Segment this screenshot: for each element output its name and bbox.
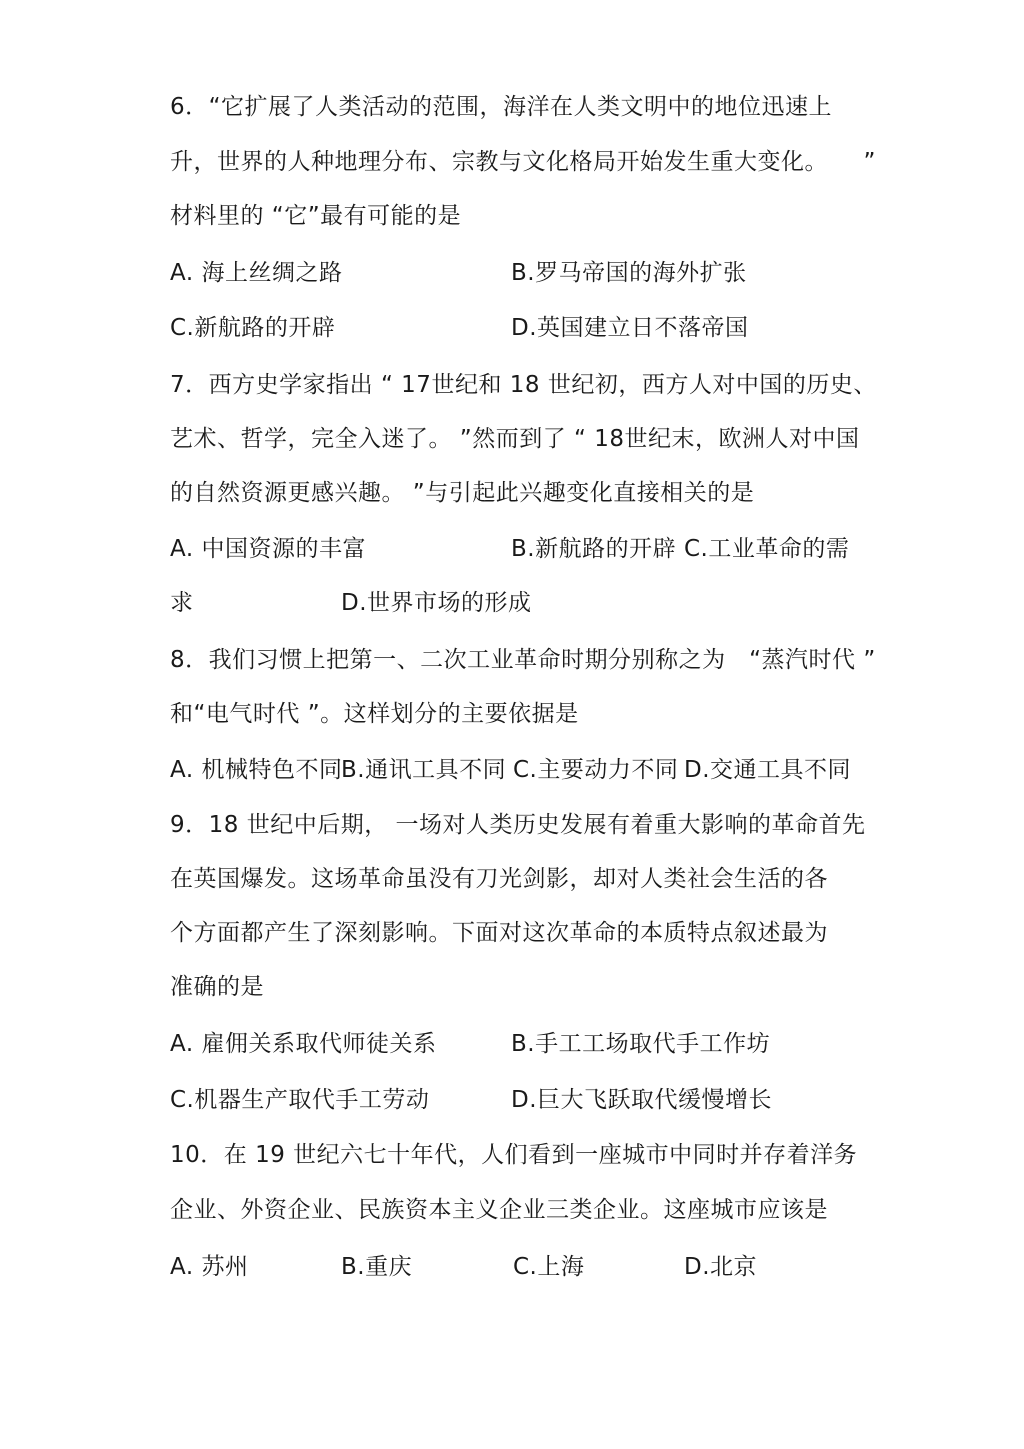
question-7-option-d: D.世界市场的形成	[341, 590, 532, 616]
question-8-stem-line-2: 和“电气时代 ”。这样划分的主要依据是	[170, 701, 579, 727]
question-7-stem-line-1: 7．西方史学家指出 “ 17世纪和 18 世纪初，西方人对中国的历史、	[170, 372, 877, 398]
question-9-option-b: B.手工工场取代手工作坊	[511, 1031, 771, 1057]
question-9-option-a: A. 雇佣关系取代师徒关系	[170, 1031, 437, 1057]
question-6-stem-line-3: 材料里的 “它”最有可能的是	[170, 203, 462, 229]
question-7-stem-line-3: 的自然资源更感兴趣。 ”与引起此兴趣变化直接相关的是	[170, 480, 755, 506]
question-6-option-d: D.英国建立日不落帝国	[511, 315, 749, 341]
question-6-option-c: C.新航路的开辟	[170, 315, 336, 341]
question-10-option-d: D.北京	[684, 1254, 758, 1280]
question-7-option-a: A. 中国资源的丰富	[170, 536, 366, 562]
question-9-stem-line-1: 9．18 世纪中后期， 一场对人类历史发展有着重大影响的革命首先	[170, 812, 866, 838]
question-9-stem-line-3: 个方面都产生了深刻影响。下面对这次革命的本质特点叙述最为	[170, 920, 828, 946]
question-7-option-c-continued: 求	[170, 590, 194, 616]
question-8-option-a: A. 机械特色不同	[170, 757, 343, 783]
question-6-stem-line-2: 升，世界的人种地理分布、宗教与文化格局开始发生重大变化。 ”	[170, 149, 876, 175]
question-10-option-a: A. 苏州	[170, 1254, 249, 1280]
question-6-option-a: A. 海上丝绸之路	[170, 260, 343, 286]
question-8-option-c: C.主要动力不同	[513, 757, 679, 783]
question-10-option-b: B.重庆	[341, 1254, 413, 1280]
question-10-option-c: C.上海	[513, 1254, 585, 1280]
question-10-stem-line-2: 企业、外资企业、民族资本主义企业三类企业。这座城市应该是	[170, 1197, 828, 1223]
question-7-option-c: C.工业革命的需	[684, 536, 850, 562]
question-8-option-d: D.交通工具不同	[684, 757, 852, 783]
question-9-stem-line-4: 准确的是	[170, 974, 264, 1000]
question-9-option-c: C.机器生产取代手工劳动	[170, 1087, 430, 1113]
question-8-stem-line-1: 8．我们习惯上把第一、二次工业革命时期分别称之为 “蒸汽时代 ”	[170, 647, 876, 673]
question-6-stem-line-1: 6．“它扩展了人类活动的范围，海洋在人类文明中的地位迅速上	[170, 94, 833, 120]
question-6-option-b: B.罗马帝国的海外扩张	[511, 260, 747, 286]
question-10-stem-line-1: 10．在 19 世纪六七十年代，人们看到一座城市中同时并存着洋务	[170, 1142, 858, 1168]
question-8-option-b: B.通讯工具不同	[341, 757, 507, 783]
question-7-stem-line-2: 艺术、哲学，完全入迷了。 ”然而到了 “ 18世纪末，欧洲人对中国	[170, 426, 860, 452]
question-7-option-b: B.新航路的开辟	[511, 536, 677, 562]
question-9-option-d: D.巨大飞跃取代缓慢增长	[511, 1087, 773, 1113]
question-9-stem-line-2: 在英国爆发。这场革命虽没有刀光剑影，却对人类社会生活的各	[170, 866, 828, 892]
